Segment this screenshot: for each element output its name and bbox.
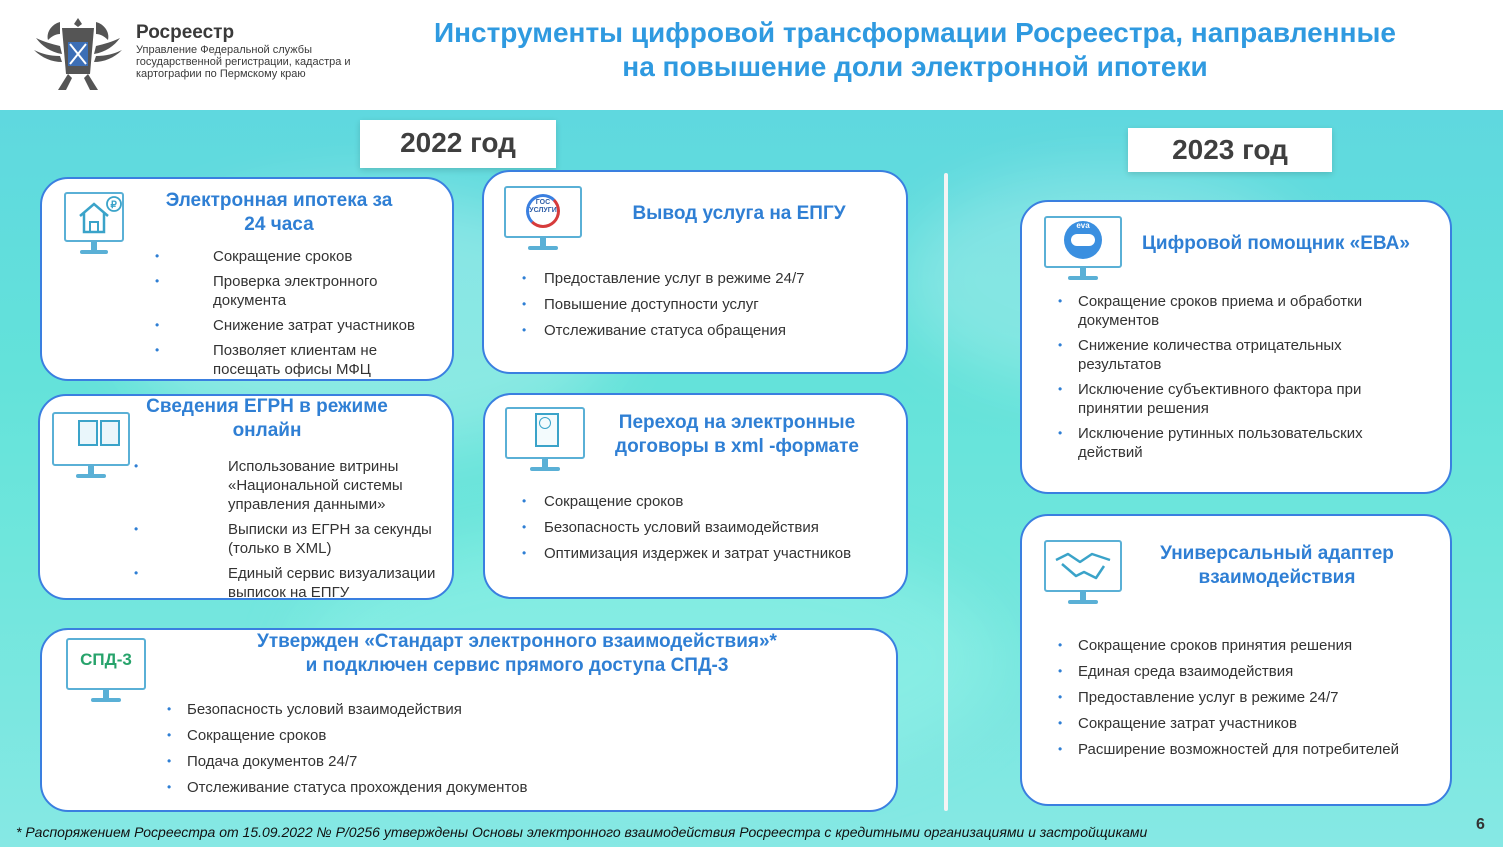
list-item: • Сокращение сроков приема и обработки документов	[1058, 293, 1363, 329]
list-item: • Позволяет клиентам не посещать офисы МФЦ	[155, 342, 378, 378]
list-item: • Отслеживание статуса обращения	[522, 322, 787, 339]
bullet-list	[167, 700, 687, 797]
org-name: Росреестр	[136, 22, 235, 43]
card-xml-contracts	[483, 393, 908, 599]
card-epgu	[482, 170, 908, 374]
column-divider	[944, 173, 948, 811]
bullet-list	[522, 269, 894, 340]
list-item: • Единый сервис визуализации выписок на ЕПГУ	[134, 565, 436, 601]
year-label-2022: 2022 год	[360, 120, 556, 168]
bullet-list	[1058, 636, 1448, 759]
list-item: • Сокращение сроков	[167, 727, 327, 744]
list-item: • Расширение возможностей для потребителей	[1058, 741, 1400, 758]
list-item: • Выписки из ЕГРН за секунды (только в XML)	[134, 521, 432, 557]
bullet-list	[1058, 292, 1418, 462]
list-item: • Исключение субъективного фактора при принятии решения	[1058, 381, 1362, 417]
list-item: • Исключение рутинных пользовательских действий	[1058, 425, 1363, 461]
bullet-list	[134, 457, 452, 602]
list-item: • Сокращение сроков	[155, 248, 353, 265]
list-item: • Снижение количества отрицательных результатов	[1058, 337, 1342, 373]
card-title: Переход на электронные договоры в xml -формате	[615, 412, 859, 457]
gosuslugi-monitor-icon	[504, 186, 582, 256]
handshake-monitor-icon	[1044, 540, 1122, 608]
card-title: Цифровой помощник «ЕВА»	[1142, 233, 1410, 254]
header	[0, 0, 1503, 110]
list-item: • Безопасность условий взаимодействия	[522, 519, 819, 536]
list-item: • Сокращение сроков	[522, 493, 684, 510]
list-item: • Предоставление услуг в режиме 24/7	[522, 270, 805, 287]
page-title	[360, 16, 1470, 84]
card-title: Электронная ипотека за 24 часа	[165, 190, 393, 235]
list-item: • Оптимизация издержек и затрат участников	[522, 545, 852, 562]
page-title-line2: на повышение доли электронной ипотеки	[622, 51, 1208, 82]
list-item: • Единая среда взаимодействия	[1058, 663, 1294, 680]
card-title: Вывод услуга на ЕПГУ	[632, 203, 846, 224]
bullet-list	[522, 492, 904, 563]
list-item: • Предоставление услуг в режиме 24/7	[1058, 689, 1339, 706]
bullet-list	[155, 247, 423, 379]
double-headed-eagle-emblem-icon	[30, 8, 126, 100]
robot-monitor-icon	[1044, 216, 1122, 284]
eva-icon-text: eva	[1076, 221, 1090, 230]
card-title: Универсальный адаптер взаимодействия	[1160, 543, 1394, 588]
list-item: • Подача документов 24/7	[167, 753, 358, 770]
page-number: 6	[1476, 816, 1485, 833]
card-electronic-mortgage	[40, 177, 454, 381]
svg-text:₽: ₽	[110, 200, 117, 211]
gosuslugi-icon-text: ГОС УСЛУГИ	[529, 199, 557, 214]
card-title: Сведения ЕГРН в режиме онлайн	[146, 396, 388, 441]
list-item: • Использование витрины «Национальной системы управления данными»	[134, 458, 403, 513]
list-item: • Безопасность условий взаимодействия	[167, 701, 462, 718]
footnote: * Распоряжением Росреестра от 15.09.2022 № Р/0256 утверждены Основы электронного взаимодействия Росреестра с кредитными организациями и застройщиками	[16, 824, 1148, 840]
card-spd3	[40, 628, 898, 812]
contract-monitor-icon	[505, 407, 585, 475]
documents-monitor-icon	[52, 412, 130, 482]
house-monitor-icon	[64, 192, 124, 260]
page-title-line1: Инструменты цифровой трансформации Росреестра, направленные	[433, 17, 1396, 48]
card-universal-adapter	[1020, 514, 1452, 806]
card-title: Утвержден «Стандарт электронного взаимодействия»* и подключен сервис прямого доступа СПД-3	[257, 631, 777, 676]
list-item: • Проверка электронного документа	[155, 273, 378, 309]
card-egrn-online	[38, 394, 454, 600]
list-item: • Сокращение сроков принятия решения	[1058, 637, 1353, 654]
spd3-icon-text: СПД-3	[80, 650, 132, 669]
list-item: • Снижение затрат участников	[155, 317, 415, 334]
list-item: • Отслеживание статуса прохождения документов	[167, 779, 528, 796]
org-subtitle: Управление Федеральной службы государственной регистрации, кадастра и картографии по Пермскому краю	[136, 44, 351, 80]
list-item: • Сокращение затрат участников	[1058, 715, 1297, 732]
card-eva-assistant	[1020, 200, 1452, 494]
year-label-2023: 2023 год	[1128, 128, 1332, 172]
spd3-monitor-icon	[66, 638, 146, 704]
list-item: • Повышение доступности услуг	[522, 296, 759, 313]
